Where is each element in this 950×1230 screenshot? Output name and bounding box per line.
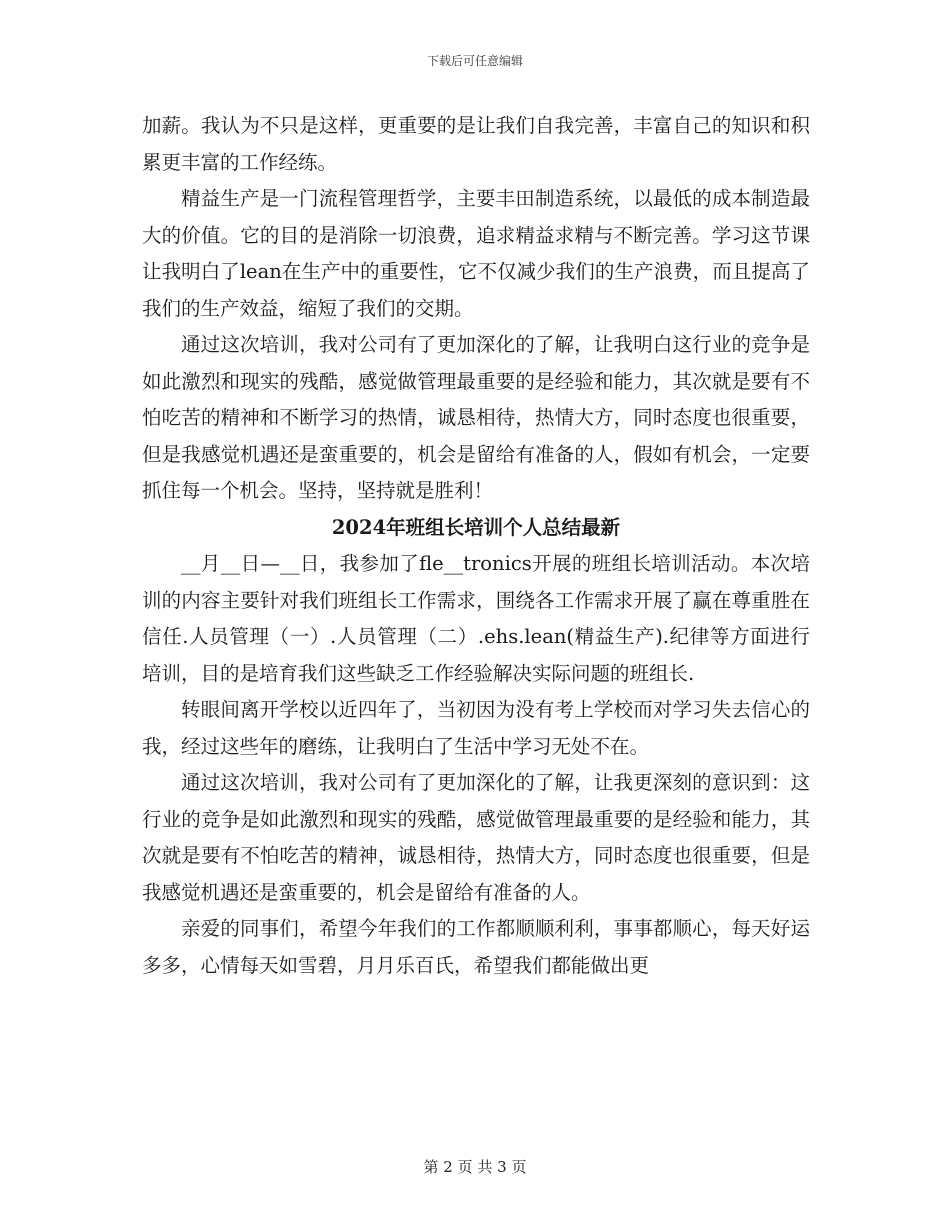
page-number: 第 2 页 共 3 页	[423, 1158, 527, 1176]
paragraph-training-reflection: 通过这次培训，我对公司有了更加深化的了解，让我明白这行业的竞争是如此激烈和现实的残酷，感觉做管理最重要的是经验和能力，其次就是要有不怕吃苦的精神和不断学习的热情，诚恳相待，热情大方，同时态度也很重要，但是我感觉机遇还是蛮重要的，机会是留给有准备的人，假如有机会，一定要抓住每一个机会。坚持，坚持就是胜利！	[142, 333, 810, 502]
paragraph-company-understanding: 通过这次培训，我对公司有了更加深化的了解，让我更深刻的意识到：这行业的竞争是如此激烈和现实的残酷，感觉做管理最重要的是经验和能力，其次就是要有不怕吃苦的精神，诚恳相待，热情大方，同时态度也很重要，但是我感觉机遇还是蛮重要的，机会是留给有准备的人。	[142, 771, 810, 904]
section-title: 2024年班组长培训个人总结最新	[331, 515, 621, 539]
paragraph-lean: 精益生产是一门流程管理哲学，主要丰田制造系统，以最低的成本制造最大的价值。它的目的是消除一切浪费，追求精益求精与不断完善。学习这节课让我明白了lean在生产中的重要性，它不仅减少我们的生产浪费，而且提高了我们的生产效益，缩短了我们的交期。	[142, 187, 810, 320]
paragraph-training-intro: __月__日—__日，我参加了fle__tronics开展的班组长培训活动。本次培训的内容主要针对我们班组长工作需求，围绕各工作需求开展了赢在尊重胜在信任.人员管理（一）.人员管理（二）.ehs.lean(精益生产).纪律等方面进行培训，目的是培育我们这些缺乏工作经验解决实际问题的班组长.	[142, 552, 810, 685]
paragraph-wishes: 亲爱的同事们，希望今年我们的工作都顺顺利利，事事都顺心，每天好运多多，心情每天如雪碧，月月乐百氏，希望我们都能做出更	[142, 917, 810, 977]
paragraph-school: 转眼间离开学校以近四年了，当初因为没有考上学校而对学习失去信心的我，经过这些年的磨练，让我明白了生活中学习无处不在。	[142, 698, 810, 758]
page-header-note: 下载后可任意编辑	[426, 54, 523, 68]
paragraph-continuation: 加薪。我认为不只是这样，更重要的是让我们自我完善，丰富自己的知识和积累更丰富的工作经练。	[142, 114, 810, 174]
document-body	[142, 108, 810, 984]
